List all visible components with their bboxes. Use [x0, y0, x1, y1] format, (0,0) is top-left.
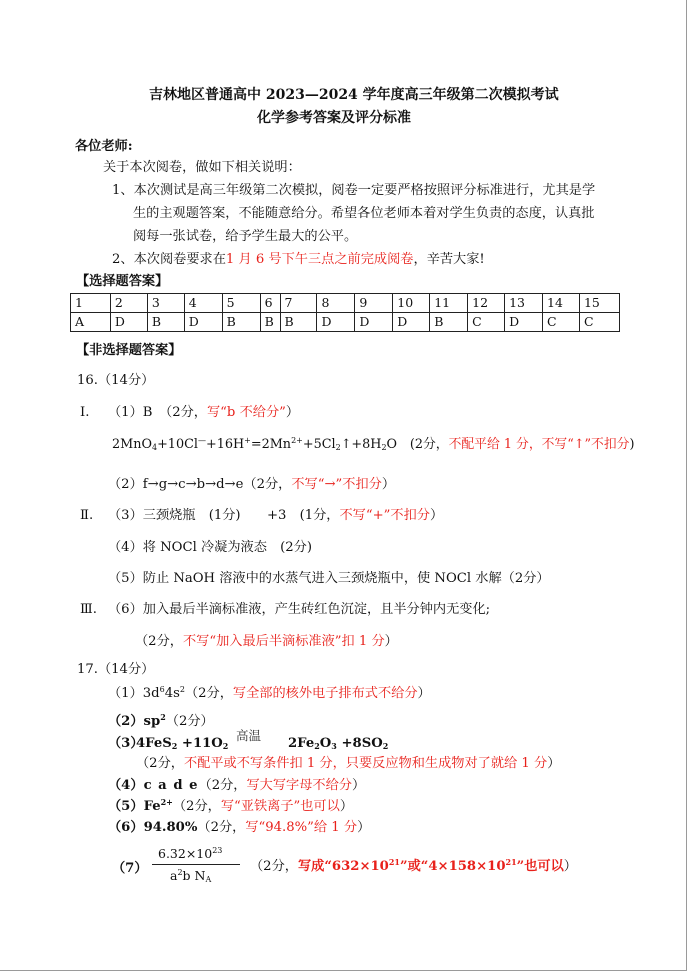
q16-header: 16.（14分）	[77, 373, 155, 388]
q17-answer-3-rule: 不配平或不写条件扣 1 分，只要反应物和生成物对了就给 1 分	[183, 756, 548, 771]
eq-part: O	[319, 736, 332, 751]
eq-part: +10Cl	[157, 437, 198, 452]
q17-answer-5-rule: 写“亚铁离子”也可以	[220, 799, 340, 814]
q16-answer-1-rule: 写“b 不给分”	[207, 405, 286, 420]
q17-answer-4-value: c a d e	[143, 778, 199, 793]
q17-fraction-denominator	[170, 867, 211, 885]
mc-number-cell: 2	[110, 294, 147, 313]
eq-part: +16H	[205, 437, 245, 452]
mc-number-cell: 13	[505, 294, 543, 313]
mc-answer-cell: D	[505, 313, 543, 332]
q17-answer-6-value: 94.80%	[143, 820, 198, 835]
q17-answer-2	[108, 713, 214, 731]
eq-sub: 3	[331, 741, 337, 751]
q17-answer-7-rule: 写成“632×10	[297, 859, 389, 874]
mc-answer-cell: B	[280, 313, 317, 332]
q16-answer-1	[108, 404, 299, 422]
mc-number-cell: 11	[430, 294, 468, 313]
q17-answer-3-label: （3）	[108, 736, 144, 751]
eq-part: O (2分，	[386, 437, 449, 452]
eq-part: =2Mn	[250, 437, 292, 452]
q16-answer-6-scoring	[135, 633, 398, 651]
eq-sup: 2	[177, 868, 183, 877]
q17-answer-5-value: Fe	[143, 799, 161, 814]
q16-answer-3	[108, 507, 443, 525]
eq-sub: 2	[314, 741, 320, 751]
q17-answer-4-close: ）	[351, 778, 366, 793]
q16-equation	[112, 436, 634, 454]
note-1-line-1: 1、本次测试是高三年级第二次模拟，阅卷一定要严格按照评分标准进行，尤其是学	[112, 183, 596, 198]
q16-section-2-label: Ⅱ.	[80, 508, 94, 523]
note-2-deadline: 1 月 6 号下午三点之前完成阅卷	[225, 252, 414, 267]
q17-answer-7-close: ）	[563, 859, 577, 874]
mc-answer-cell: D	[393, 313, 430, 332]
q16-answer-6: （6）加入最后半滴标准液，产生砖红色沉淀，且半分钟内无变化;	[108, 602, 491, 617]
q17-answer-1-score: （2分，	[184, 686, 233, 701]
note-2	[112, 251, 485, 269]
eq-sub: 2	[171, 741, 178, 751]
q17-answer-4	[108, 777, 365, 795]
q17-answer-1	[108, 685, 431, 703]
page-title: 吉林地区普通高中 2023—2024 学年度高三年级第二次模拟考试	[149, 87, 559, 103]
eq-sub: 2	[381, 443, 387, 452]
q16-answer-1-text: （1）B （2分，	[108, 405, 207, 420]
q17-answer-4-label: （4）	[108, 778, 144, 793]
note-2-prefix: 2、本次阅卷要求在	[112, 252, 226, 267]
q16-answer-6-score: （2分，	[135, 634, 183, 649]
eq-part: +5Cl	[302, 437, 336, 452]
fraction-part: a	[170, 868, 178, 883]
mc-answer-cell: D	[355, 313, 393, 332]
fraction-part: b N	[182, 868, 206, 883]
mc-number-cell: 1	[71, 294, 111, 313]
q17-answer-7-label: （7）	[112, 861, 148, 876]
q17-answer-1-text: 4s	[164, 686, 180, 701]
mc-number-cell: 14	[543, 294, 580, 313]
mc-answer-cell: D	[184, 313, 222, 332]
fraction-part: 6.32×10	[158, 846, 213, 861]
eq-sup: 21	[505, 857, 517, 867]
mc-answer-cell: B	[260, 313, 280, 332]
mc-number-cell: 3	[147, 294, 184, 313]
q17-answer-1-close: ）	[417, 686, 431, 701]
q17-answer-4-rule: 写大写字母不给分	[246, 778, 352, 793]
q16-answer-5: （5）防止 NaOH 溶液中的水蒸气进入三颈烧瓶中，使 NOCl 水解（2分）	[108, 571, 550, 586]
q16-answer-2-rule: 不写“→”不扣分	[291, 477, 382, 492]
note-2-suffix: ，辛苦大家!	[413, 252, 485, 267]
q17-answer-3-score: （2分，	[136, 756, 184, 771]
q17-answer-7-scoring	[250, 858, 577, 876]
q17-header: 17.（14分）	[77, 662, 155, 677]
mc-number-cell: 7	[280, 294, 317, 313]
q17-answer-4-score: （2分，	[198, 778, 247, 793]
q17-answer-3-close: ）	[547, 756, 561, 771]
q16-answer-2-text: （2）f→g→c→b→d→e（2分，	[108, 477, 292, 492]
q16-answer-3-close: ）	[429, 508, 444, 523]
eq-part: 2MnO	[112, 437, 152, 452]
eq-sub: A	[205, 875, 212, 884]
q17-answer-5	[108, 798, 353, 816]
q17-answer-7-score: （2分，	[250, 859, 298, 874]
intro-text: 关于本次阅卷，做如下相关说明：	[103, 160, 301, 175]
q17-answer-7-rule: ”也可以	[516, 859, 564, 874]
q17-answer-3-products	[288, 735, 388, 753]
eq-part: ↑+8H	[340, 437, 382, 452]
fraction-bar	[152, 864, 240, 865]
q16-answer-3-rule: 不写“+”不扣分	[339, 508, 430, 523]
q17-answer-3-scoring	[136, 755, 560, 773]
eq-sub: 2	[382, 741, 389, 751]
mc-answer-row	[71, 313, 620, 332]
q16-answer-3-text: （3）三颈烧瓶 (1分) +3 (1分，	[108, 508, 340, 523]
eq-part: )	[629, 437, 635, 452]
q17-answer-6	[108, 819, 370, 837]
q17-answer-5-close: ）	[339, 799, 353, 814]
note-1-line-2: 生的主观题答案，不能随意给分。希望各位老师本着对学生负责的态度，认真批	[133, 206, 595, 221]
mc-answer-cell: B	[147, 313, 184, 332]
eq-sup: 2+	[160, 797, 173, 807]
mc-number-cell: 15	[579, 294, 619, 313]
eq-sup: 2+	[291, 436, 303, 445]
eq-sup: +	[244, 436, 251, 445]
q17-answer-6-label: （6）	[108, 820, 144, 835]
q16-section-3-label: Ⅲ.	[80, 602, 97, 617]
mc-number-cell: 9	[355, 294, 393, 313]
non-mc-heading: 【非选择题答案】	[76, 343, 182, 358]
eq-part: 2Fe	[288, 736, 315, 751]
mc-answer-cell: A	[71, 313, 111, 332]
q17-answer-6-score: （2分，	[197, 820, 246, 835]
eq-sup: 6	[159, 685, 165, 694]
q17-answer-2-score: （2分）	[165, 714, 214, 729]
q16-answer-2	[108, 476, 395, 494]
q16-answer-6-close: ）	[384, 634, 398, 649]
eq-sub: 4	[151, 443, 158, 452]
mc-answer-cell: B	[222, 313, 260, 332]
mc-number-cell: 8	[317, 294, 355, 313]
q17-answer-7-rule: ”或“4×158×10	[399, 859, 506, 874]
q17-answer-3-reactants	[136, 735, 228, 753]
note-1-line-3: 阅每一张试卷，给予学生最大的公平。	[133, 229, 358, 244]
eq-sup: 21	[388, 857, 400, 867]
eq-sup: 23	[212, 846, 223, 855]
q17-answer-5-score: （2分，	[172, 799, 221, 814]
q16-section-1-label: Ⅰ.	[80, 405, 90, 420]
q16-answer-4: （4）将 NOCl 冷凝为液态 (2分)	[108, 540, 312, 555]
eq-sub: 2	[222, 741, 229, 751]
mc-answer-cell: C	[543, 313, 580, 332]
eq-sup: 2	[160, 712, 166, 722]
q17-answer-5-label: （5）	[108, 799, 144, 814]
q17-answer-1-rule: 写全部的核外电子排布式不给分	[232, 686, 418, 701]
eq-part: 4FeS	[136, 736, 172, 751]
q16-equation-rule: 不配平给 1 分，不写“↑”不扣分	[448, 437, 630, 452]
q17-answer-6-rule: 写“94.8%”给 1 分	[245, 820, 358, 835]
eq-sup: 2	[179, 685, 185, 694]
mc-answer-cell: B	[430, 313, 468, 332]
mc-heading: 【选择题答案】	[76, 274, 169, 289]
eq-part: +8SO	[336, 736, 383, 751]
q17-answer-2-text: （2）sp	[108, 714, 161, 729]
mc-number-cell: 6	[260, 294, 280, 313]
eq-part: +11O	[177, 736, 223, 751]
q17-answer-6-close: ）	[357, 820, 371, 835]
mc-answer-cell: C	[579, 313, 619, 332]
mc-number-row	[71, 294, 620, 313]
q17-answer-1-text: （1）3d	[108, 686, 160, 701]
mc-answer-cell: D	[110, 313, 147, 332]
eq-sub: 2	[335, 443, 341, 452]
mc-number-cell: 5	[222, 294, 260, 313]
greeting: 各位老师:	[75, 139, 133, 154]
page-subtitle: 化学参考答案及评分标准	[257, 110, 411, 126]
mc-answer-cell: D	[317, 313, 355, 332]
mc-number-cell: 4	[184, 294, 222, 313]
q17-fraction-numerator	[158, 845, 222, 863]
q16-answer-1-close: ）	[285, 405, 300, 420]
mc-number-cell: 12	[468, 294, 505, 313]
mc-answer-table	[70, 293, 620, 332]
eq-sup: —	[197, 436, 206, 445]
q17-reaction-condition: 高温	[236, 728, 262, 743]
mc-answer-cell: C	[468, 313, 505, 332]
mc-number-cell: 10	[393, 294, 430, 313]
q16-answer-2-close: ）	[381, 477, 396, 492]
q16-answer-6-rule: 不写“加入最后半滴标准液”扣 1 分	[182, 634, 385, 649]
